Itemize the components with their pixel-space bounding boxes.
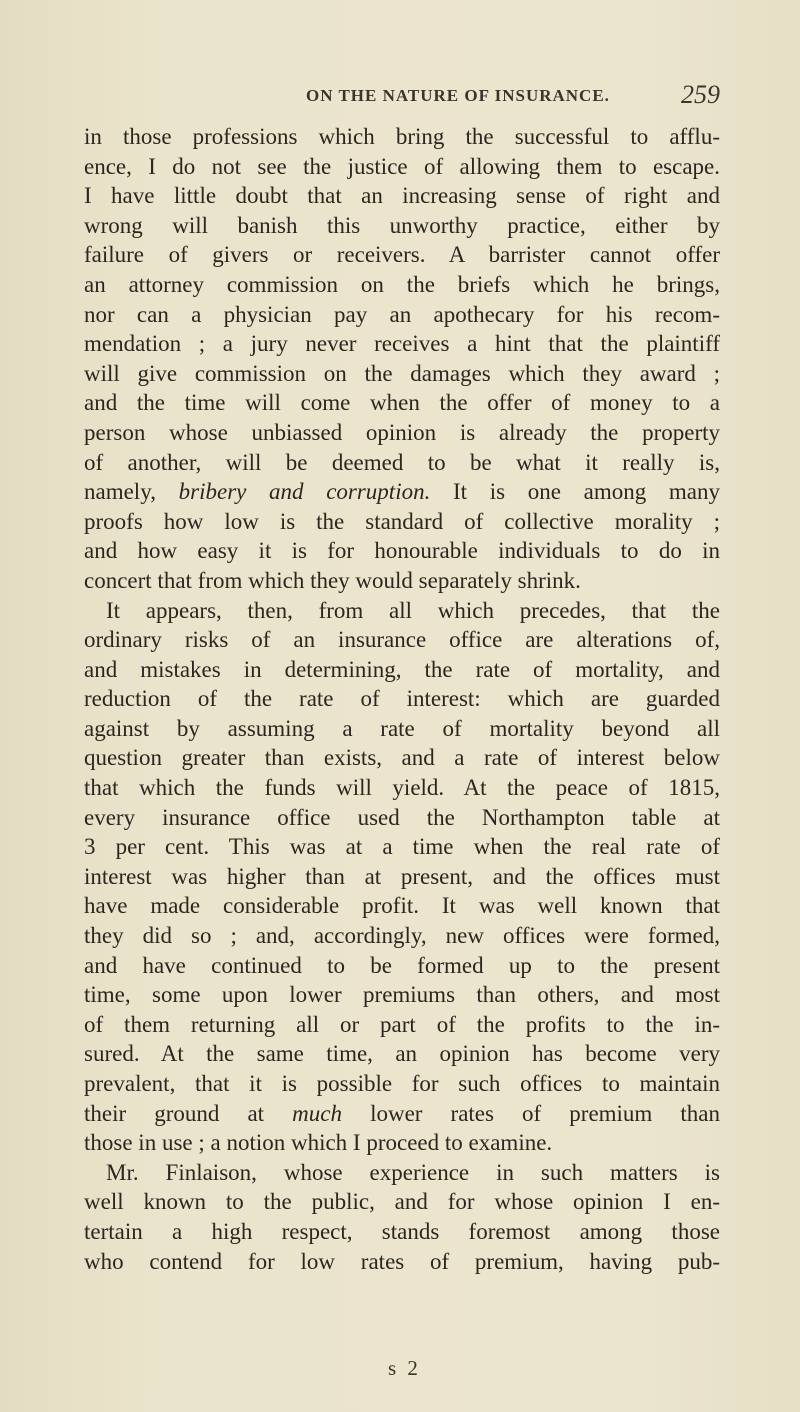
text-line [84, 1099, 720, 1129]
text-line: who contend for low rates of premium, having pub- [84, 1248, 720, 1274]
text-line: in those professions which bring the successful to afflu- [84, 124, 720, 149]
text-line: interest was higher than at present, and the offices must [84, 863, 720, 889]
text-line: and have continued to be formed up to the present [84, 952, 720, 978]
text-line: have made considerable profit. It was well known that [84, 893, 720, 919]
paragraph-start-line: Mr. Finlaison, whose experience in such matters is [106, 1159, 720, 1185]
text-line: of them returning all or part of the profits to the in- [84, 1011, 720, 1037]
text-line: person whose unbiassed opinion is already the property [84, 419, 720, 445]
text-line: question greater than exists, and a rate of interest below [84, 745, 720, 771]
text-line: of another, will be deemed to be what it really is, [84, 449, 720, 475]
signature-mark: s 2 [388, 1356, 421, 1380]
text-line: mendation ; a jury never receives a hint that the plaintiff [84, 331, 720, 357]
text-line: time, some upon lower premiums than others, and most [84, 982, 720, 1008]
italic-phrase: much [292, 1100, 342, 1126]
text-run: It is one among many [430, 479, 720, 505]
text-line: concert that from which they would separately shrink. [84, 567, 581, 593]
text-line: prevalent, that it is possible for such offices to maintain [84, 1071, 720, 1096]
text-line: ordinary risks of an insurance office are alterations of, [84, 627, 720, 653]
text-line: sured. At the same time, an opinion has become very [84, 1041, 720, 1067]
text-run: namely, [84, 479, 179, 505]
text-line: and mistakes in determining, the rate of mortality, and [84, 656, 720, 682]
text-line: will give commission on the damages which they award ; [84, 360, 720, 386]
text-line: nor can a physician pay an apothecary for his recom- [84, 301, 720, 327]
text-line: and the time will come when the offer of money to a [84, 390, 720, 416]
running-head: ON THE NATURE OF INSURANCE. [306, 86, 610, 105]
text-line: and how easy it is for honourable individuals to do in [84, 538, 720, 564]
text-line: failure of givers or receivers. A barrister cannot offer [84, 242, 720, 268]
text-run: lower rates of premium than [342, 1100, 720, 1126]
text-line: every insurance office used the Northampton table at [84, 804, 720, 830]
page-header [84, 82, 720, 112]
text-line [84, 477, 720, 507]
text-line: tertain a high respect, stands foremost among those [84, 1218, 720, 1244]
text-line: that which the funds will yield. At the peace of 1815, [84, 775, 720, 801]
text-line: well known to the public, and for whose opinion I en- [84, 1189, 720, 1215]
text-run: their ground at [84, 1100, 293, 1126]
text-line: wrong will banish this unworthy practice, either by [84, 212, 720, 238]
text-line: ence, I do not see the justice of allowing them to escape. [84, 153, 720, 179]
text-line: 3 per cent. This was at a time when the real rate of [84, 834, 720, 860]
page-number: 259 [681, 80, 720, 109]
text-line: an attorney commission on the briefs which he brings, [84, 271, 720, 297]
body-text [84, 122, 720, 1276]
paragraph-start-line: It appears, then, from all which precedes, that the [106, 597, 720, 623]
text-line: reduction of the rate of interest: which are guarded [84, 686, 720, 712]
text-line: I have little doubt that an increasing sense of right and [84, 183, 720, 209]
text-line: they did so ; and, accordingly, new offices were formed, [84, 923, 720, 949]
text-line: proofs how low is the standard of collective morality ; [84, 508, 720, 534]
italic-phrase: bribery and corruption. [178, 479, 431, 505]
text-line: those in use ; a notion which I proceed to examine. [84, 1130, 553, 1156]
text-line: against by assuming a rate of mortality beyond all [84, 715, 720, 741]
